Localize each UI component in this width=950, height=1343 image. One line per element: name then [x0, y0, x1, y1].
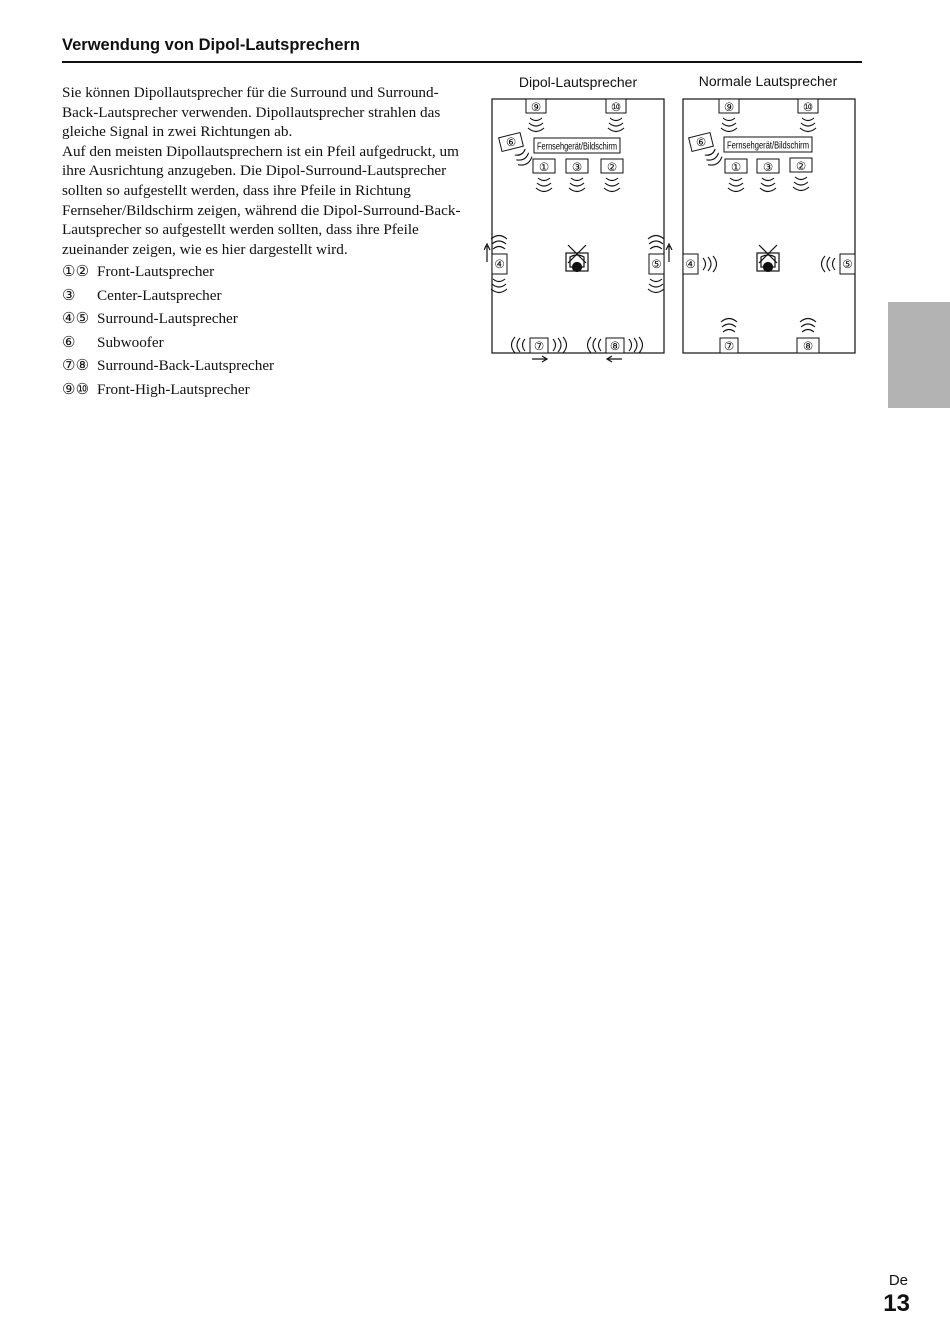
legend-item — [62, 356, 274, 378]
normal-speaker-4-label: ④ — [685, 259, 696, 271]
heading-rule — [62, 61, 862, 63]
legend-label: Front-High-Lautsprecher — [97, 380, 250, 398]
normal-speaker-9-label: ⑨ — [723, 102, 735, 114]
dipole-diagram — [484, 74, 672, 362]
legend-item — [62, 262, 214, 284]
normal-speaker-2-label: ② — [795, 161, 807, 173]
paragraph-dipole-arrows: Auf den meisten Dipollautsprechern ist ein Pfeil aufgedruckt, um ihre Ausrichtung anzugeben. Die Dipol-Surround-Lautsprecher sollten so aufgestellt werden, dass ihre Pfeile in Richtung Fernseher/Bildschirm zeigen, während die Dipol-Surround-Back-Lautsprecher so aufgestellt werden sollten, dass ihre Pfeile zueinander zeigen, wie es hier dargestellt wird. — [62, 142, 461, 258]
dipole-speaker-7-label: ⑦ — [533, 341, 545, 353]
speaker-layout-diagrams — [484, 66, 864, 366]
dipole-speaker-1-label: ① — [538, 162, 550, 174]
legend-key: ⑦⑧ — [62, 357, 90, 374]
normal-diagram — [683, 73, 855, 353]
legend-label: Surround-Lautsprecher — [97, 310, 238, 327]
legend-key: ⑥ — [62, 333, 76, 351]
normal-speaker-10-label: ⑩ — [802, 102, 814, 114]
dipole-listener-icon — [566, 245, 588, 272]
legend-key: ③ — [62, 286, 76, 304]
normal-listener-icon — [757, 245, 779, 272]
dipole-arrow-up-right — [666, 244, 672, 262]
normal-speaker-5-label: ⑤ — [842, 259, 853, 271]
dipole-speaker-9-label: ⑨ — [530, 102, 542, 114]
normal-speaker-8-label: ⑧ — [802, 341, 814, 353]
normal-speaker-3-label: ③ — [762, 162, 774, 174]
dipole-speaker-10-label: ⑩ — [610, 102, 622, 114]
legend-label: Subwoofer — [97, 333, 164, 351]
dipole-speaker-4-label: ④ — [494, 259, 505, 271]
body-text — [62, 83, 474, 259]
dipole-title: Dipol-Lautsprecher — [518, 74, 638, 90]
legend-item — [62, 333, 164, 355]
legend-label: Center-Lautsprecher — [97, 286, 222, 304]
legend-item — [62, 380, 250, 402]
section-heading: Verwendung von Dipol-Lautsprechern — [62, 36, 360, 54]
dipole-speaker-6-label: ⑥ — [505, 137, 517, 149]
dipole-speaker-2-label: ② — [606, 162, 618, 174]
normal-speaker-7-label: ⑦ — [723, 341, 735, 353]
normal-speaker-6-label: ⑥ — [695, 137, 707, 149]
dipole-arrow-up-left — [484, 244, 490, 262]
paragraph-dipole-intro: Sie können Dipollautsprecher für die Surround und Surround-Back-Lautsprecher verwenden. Dipollautsprecher strahlen das gleiche Signal in zwei Richtungen ab. — [62, 84, 441, 141]
chapter-side-tab — [888, 302, 950, 408]
legend-label: Surround-Back-Lautsprecher — [97, 357, 275, 374]
dipole-speaker-5-label: ⑤ — [651, 259, 662, 271]
dipole-arrow-left — [607, 356, 622, 362]
dipole-speaker-3-label: ③ — [571, 162, 583, 174]
legend-key: ④⑤ — [62, 310, 90, 327]
dipole-speaker-8-label: ⑧ — [609, 341, 621, 353]
page-number: 13 — [883, 1290, 910, 1317]
legend-item — [62, 286, 222, 308]
legend-label: Front-Lautsprecher — [97, 263, 215, 280]
legend-item — [62, 309, 238, 331]
legend-key: ①② — [62, 263, 90, 280]
normal-tv-label: Fernsehgerät/Bildschirm — [727, 140, 809, 152]
dipole-arrow-right — [532, 356, 547, 362]
normal-speaker-1-label: ① — [730, 162, 742, 174]
dipole-tv-label: Fernsehgerät/Bildschirm — [537, 141, 617, 153]
normal-title: Normale Lautsprecher — [698, 73, 838, 89]
legend-key: ⑨⑩ — [62, 380, 90, 398]
page-language: De — [888, 1272, 908, 1289]
